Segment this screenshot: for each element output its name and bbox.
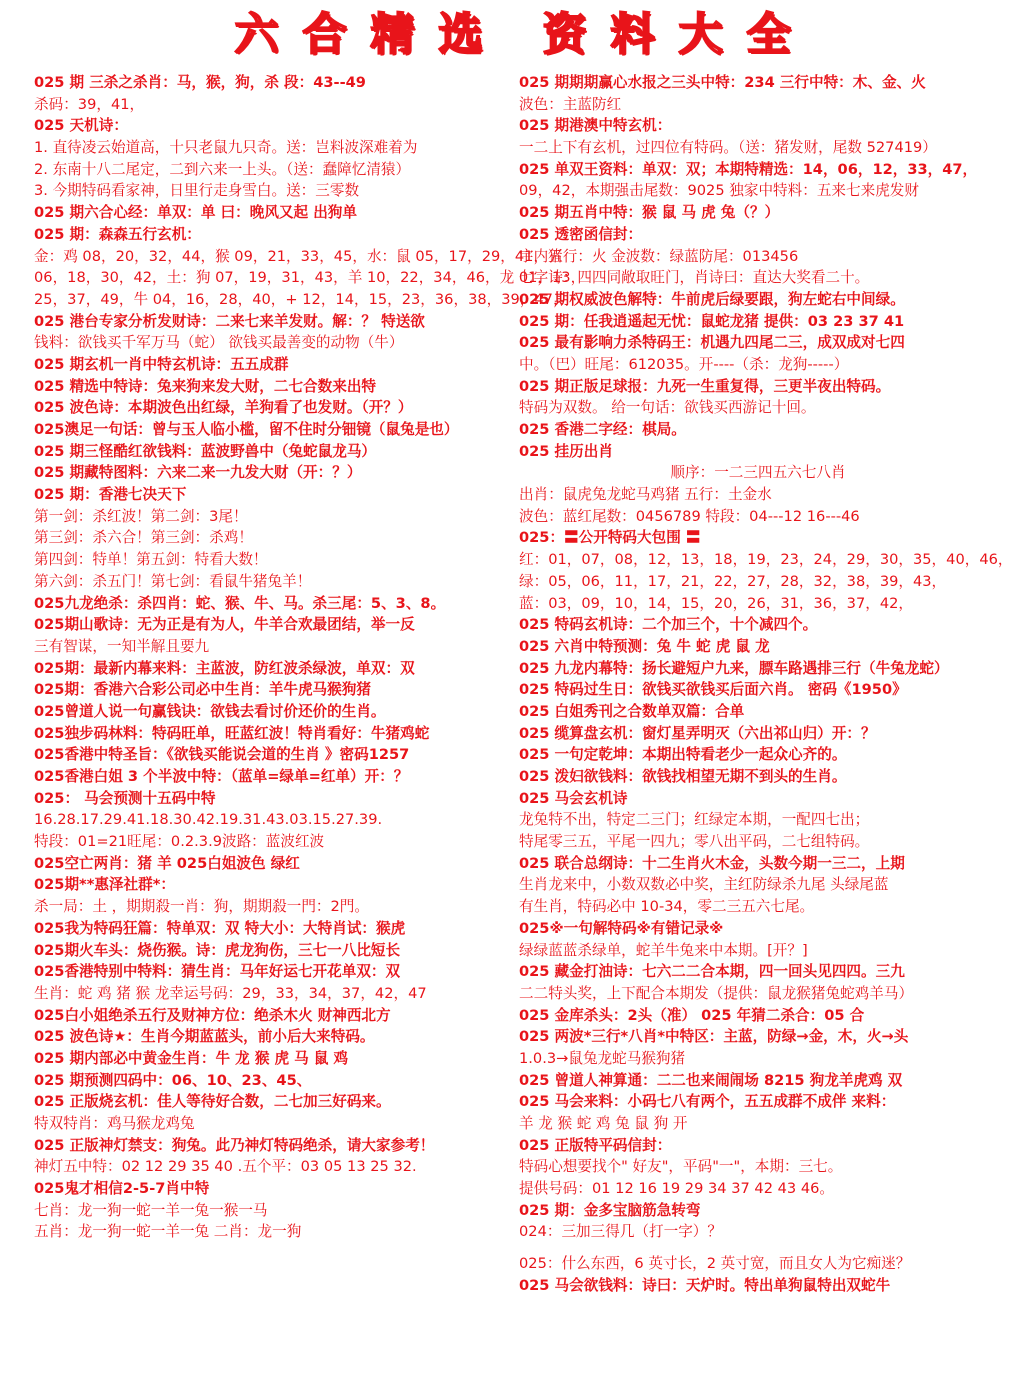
section-heading: 025 期港澳中特玄机：: [519, 117, 672, 135]
section-heading: 025 期：森森五行玄机：: [34, 225, 201, 243]
title-char: 精: [370, 9, 415, 60]
section-heading: 025 港台专家分析发财诗：二来七来羊发财。解：？ 特送欲: [34, 312, 425, 330]
section-heading: 025 精选中特诗：兔来狗来发大财，二七合数来出特: [34, 377, 377, 395]
section-heading: 025 联合总纲诗：十二生肖火木金，头数今期一三二，上期: [519, 854, 905, 872]
section-heading: 025 期内部必中黄金生肖：牛 龙 猴 虎 马 鼠 鸡: [34, 1049, 349, 1067]
section-heading: 025 特码过生日：欲钱买欲钱买后面六肖。 密码《1950》: [519, 681, 907, 699]
section-heading: 025 期三怪酷红欲钱料：蓝波野兽中（兔蛇鼠龙马）: [34, 442, 377, 460]
section-heading: 025 透密函信封：: [519, 225, 643, 243]
text-line: 宇内五行：火 金波数：绿蓝防尾：013456: [519, 247, 799, 265]
page-title: [0, 4, 1025, 66]
text-line: 一二上下有玄机，过四位有特码。（送：猪发财，尾数 527419）: [519, 139, 937, 157]
right-column: [519, 72, 1013, 1297]
section-heading: 025期：最新内幕来料：主蓝波，防红波杀绿波，单双：双: [34, 659, 415, 677]
text-line: 出肖：鼠虎兔龙蛇马鸡猪 五行：土金水: [519, 486, 772, 504]
section-heading: 025 缆算盘玄机：窗灯星弄明灭（六出祁山归）开：？: [519, 724, 876, 742]
section-heading: 025 六肖中特预测：兔 牛 蛇 虎 鼠 龙: [519, 637, 770, 655]
text-line: 七肖：龙一狗一蛇一羊一兔一猴一马: [34, 1201, 268, 1219]
text-line: 16.28.17.29.41.18.30.42.19.31.43.03.15.27.39.: [34, 811, 383, 829]
section-heading: 025 曾道人神算通：二二也来闹闹场 8215 狗龙羊虎鸡 双: [519, 1071, 903, 1089]
text-line: 1.0.3→鼠兔龙蛇马猴狗猪: [519, 1049, 686, 1067]
section-heading: 025 期：香港七决天下: [34, 486, 187, 504]
section-heading: 025我为特码狂篇：特单双：双 特大小：大特肖试：猴虎: [34, 919, 406, 937]
text-line: 龙兔特不出，特定二三门；红绿定本期，一配四七出；: [519, 811, 870, 829]
title-char: 大: [678, 9, 723, 60]
section-heading: 025 期六合心经：单双：单 曰：晚风又起 出狗单: [34, 204, 357, 222]
section-heading: 025九龙绝杀：杀四肖：蛇、猴、牛、马。杀三尾：5、3、8。: [34, 594, 446, 612]
title-char: 合: [302, 9, 347, 60]
text-line: [519, 1243, 997, 1253]
section-heading: 025 挂历出肖: [519, 442, 613, 460]
text-line: 3. 今期特码看家神，日里行走身雪白。送：三零数: [34, 182, 360, 200]
text-line: 第四剑：特单！第五剑：特看大数！: [34, 551, 268, 569]
text-line: 绿绿蓝蓝杀绿单，蛇羊牛兔来中本期。[开？]: [519, 941, 808, 959]
section-heading: 025 期 三杀之杀肖：马，猴，狗，杀 段：43--49: [34, 74, 366, 91]
section-heading: 025：〓公开特码大包围 〓: [519, 529, 701, 547]
section-heading: 025 正版烧玄机：佳人等待好合数，二七加三好码来。: [34, 1093, 391, 1111]
section-heading: 025 期正版足球报：九死一生重复得，三更半夜出特码。: [519, 377, 891, 395]
text-line: 第六剑：杀五门！第七剑：看鼠牛猪兔羊！: [34, 572, 312, 590]
section-heading: 025 期玄机一肖中特玄机诗：五五成群: [34, 355, 289, 373]
text-line: 波色：主蓝防红: [519, 95, 622, 113]
section-heading: 025 单双王资料：单双：双；本期特精选：14，06，12，33，47，: [519, 160, 978, 178]
text-line: 杀码：39，41，: [34, 95, 145, 113]
section-heading: 025期山歌诗：无为正是有为人，牛羊合欢最团结，举一反: [34, 616, 415, 634]
section-heading: 025独步码林料：特码旺单，旺蓝红波！特肖看好：牛猪鸡蛇: [34, 724, 430, 742]
section-heading: 025 金库杀头：2头（准） 025 年猜二杀合：05 合: [519, 1006, 865, 1024]
title-char: 料: [610, 9, 655, 60]
section-heading: 025鬼才相信2-5-7肖中特: [34, 1180, 210, 1198]
text-line: 神灯五中特：02 12 29 35 40 .五个平：03 05 13 25 32.: [34, 1158, 417, 1176]
section-heading: 025 马会玄机诗: [519, 789, 628, 807]
text-line: 生肖龙来中，小数双数必中奖，主红防绿杀九尾 头绿尾蓝: [519, 876, 889, 894]
text-line: 025：什么东西，6 英寸长，2 英寸宽，而且女人为它痴迷？: [519, 1255, 911, 1273]
section-heading: 025 期预测四码中：06、10、23、45、: [34, 1071, 312, 1089]
section-heading: 025 最有影响力杀特码王：机遇九四尾二三，成双成对七四: [519, 334, 905, 352]
section-heading: 025： 马会预测十五码中特: [34, 789, 216, 807]
section-heading: 025 泼妇欲钱料：欲钱找相望无期不到头的生肖。: [519, 768, 847, 785]
text-line: 五肖：龙一狗一蛇一羊一兔 二肖：龙一狗: [34, 1223, 302, 1241]
text-line: 第三剑：杀六合！第三剑：杀鸡！: [34, 529, 253, 547]
section-heading: 025※一句解特码※有错记录※: [519, 919, 724, 937]
section-heading: 025 九龙内幕特：扬长避短户九来，膘车路遇排三行（牛兔龙蛇）: [519, 659, 949, 677]
text-line: 06，18，30，42，土：狗 07，19，31，43，羊 10，22，34，46，龙 01，13，: [34, 269, 586, 287]
text-line: 羊 龙 猴 蛇 鸡 兔 鼠 狗 开: [519, 1115, 688, 1132]
text-line: 中。（巴）旺尾：612035。开----（杀：龙狗-----）: [519, 355, 849, 373]
section-heading: 025 期：金多宝脑筋急转弯: [519, 1201, 701, 1219]
text-line: 二二特头奖，上下配合本期发（提供：鼠龙猴猪兔蛇鸡羊马）: [519, 984, 914, 1002]
text-line: 生肖：蛇 鸡 猪 猴 龙幸运号码：29，33，34，37，42，47: [34, 984, 427, 1002]
section-heading: 025期火车头：烧伤猴。诗：虎龙狗伤，三七一八比短长: [34, 941, 401, 959]
text-line: 特码心想要找个" 好友"，平码"一"，本期：三七。: [519, 1158, 843, 1176]
section-heading: 025 期藏特图料：六来二来一九发大财（开：？）: [34, 464, 362, 482]
section-heading: 025曾道人说一句赢钱诀：欲钱去看讨价还价的生肖。: [34, 702, 386, 720]
text-line: 第一剑：杀红波！第二剑：3尾！: [34, 507, 248, 525]
text-line: 2. 东南十八二尾定，二到六来一上头。（送：蠢障忆清猿）: [34, 160, 411, 178]
section-heading: 025白小姐绝杀五行及财神方位：绝杀木火 财神西北方: [34, 1006, 391, 1024]
section-heading: 025香港白姐 3 个半波中特：（蓝单=绿单=红单）开：？: [34, 768, 409, 785]
section-heading: 025 波色诗：本期波色出红绿，羊狗看了也发财。（开？）: [34, 399, 413, 417]
section-heading: 025澳足一句话：曾与玉人临小槛，留不住时分钿镜（鼠兔是也）: [34, 421, 459, 438]
section-heading: 025 期：任我逍遥起无忧：鼠蛇龙猪 提供：03 23 37 41: [519, 312, 905, 330]
text-line: 红：01，07，08，12，13，18，19，23，24，29，30，35，40，46，: [519, 551, 1013, 569]
section-heading: 025香港特别中特料：猜生肖：马年好运七开花单双：双: [34, 963, 401, 981]
section-heading: 025香港中特圣旨：《欲钱买能说会道的生肖 》密码1257: [34, 746, 410, 764]
text-line: 蓝：03，09，10，14，15，20，26，31，36，37，42，: [519, 594, 913, 612]
section-heading: 025 白姐秀刊之合数单双篇：合单: [519, 702, 745, 720]
title-char: 全: [746, 9, 791, 60]
text-line: 钱料：欲钱买千军万马（蛇） 欲钱买最善变的动物（牛）: [34, 334, 404, 352]
text-line: 特尾零三五，平尾一四九；零八出平码，二七组特码。: [519, 833, 870, 851]
text-line: 特双特肖：鸡马猴龙鸡兔: [34, 1115, 195, 1132]
section-heading: 025 天机诗：: [34, 117, 128, 135]
section-heading: 025期：香港六合彩公司必中生肖：羊牛虎马猴狗猪: [34, 681, 371, 699]
section-heading: 025 两波*三行*八肖*中特区：主蓝，防绿→金，木，火→头: [519, 1028, 909, 1046]
text-line: 有生肖，特码必中 10-34，零二三五六七尾。: [519, 898, 815, 916]
section-heading: 025 正版特平码信封：: [519, 1136, 672, 1154]
text-line: 1. 直待凌云始道高，十只老鼠九只奇。送：岂料波深难着为: [34, 139, 418, 157]
title-char: 六: [234, 9, 279, 60]
section-heading: 025 期五肖中特：猴 鼠 马 虎 兔（？）: [519, 204, 780, 222]
text-line: 绿：05，06，11，17，21，22，27，28，32，38，39，43，: [519, 572, 947, 590]
section-heading: 025 特码玄机诗：二个加三个，十个减四个。: [519, 616, 818, 634]
section-heading: 025 藏金打油诗：七六二二合本期，四一回头见四四。三九: [519, 963, 905, 981]
text-line: 金：鸡 08，20，32，44，猴 09，21，33，45，水：鼠 05，17，29，41，猪: [34, 247, 563, 265]
title-char: 选: [438, 9, 483, 60]
title-char: 资: [542, 9, 587, 60]
text-line: 顺序：一二三四五六七八肖: [670, 464, 846, 482]
text-line: 25，37，49，牛 04，16，28，40，+ 12，14，15，23，36，38，39，47，: [34, 290, 568, 308]
text-line: 024：三加三得几（打一字）？: [519, 1223, 722, 1241]
section-heading: 025 马会来料：小码七八有两个，五五成群不成伴 来料：: [519, 1093, 896, 1111]
section-heading: 025期**惠泽社群*：: [34, 876, 175, 894]
section-heading: 025 期权威波色解特：牛前虎后绿要跟，狗左蛇右中间绿。: [519, 290, 905, 308]
text-line: 特码为双数。 给一句话：欲钱买西游记十回。: [519, 399, 816, 417]
text-line: 七字诗：四四同敞取旺门，肖诗曰：直达大奖看二十。: [519, 269, 870, 287]
text-line: 特段：01=21旺尾：0.2.3.9波路：蓝波红波: [34, 833, 325, 851]
section-heading: 025 期期期赢心水报之三头中特：234 三行中特：木、金、火: [519, 74, 926, 91]
section-heading: 025 正版神灯禁支：狗兔。此乃神灯特码绝杀，请大家参考！: [34, 1136, 435, 1154]
text-line: 提供号码：01 12 16 19 29 34 37 42 43 46。: [519, 1180, 835, 1198]
text-line: 杀一局：土 ，期期殺一肖：狗，期期殺一門：2門。: [34, 898, 369, 916]
section-heading: 025 波色诗★：生肖今期蓝蓝头，前小后大来特码。: [34, 1028, 375, 1046]
section-heading: 025 香港二字经：棋局。: [519, 421, 686, 438]
section-heading: 025空亡两肖：猪 羊 025白姐波色 绿红: [34, 854, 300, 872]
text-line: 09，42，本期强击尾数：9025 独家中特料：五来七来虎发财: [519, 182, 919, 200]
text-line: 波色：蓝红尾数：0456789 特段：04---12 16---46: [519, 507, 860, 525]
text-line: 三有智谋，一知半解且要九: [34, 637, 210, 655]
section-heading: 025 一句定乾坤：本期出特看老少一起众心齐的。: [519, 746, 847, 764]
section-heading: 025 马会欲钱料：诗曰：天炉时。特出单狗鼠特出双蛇牛: [519, 1276, 891, 1294]
